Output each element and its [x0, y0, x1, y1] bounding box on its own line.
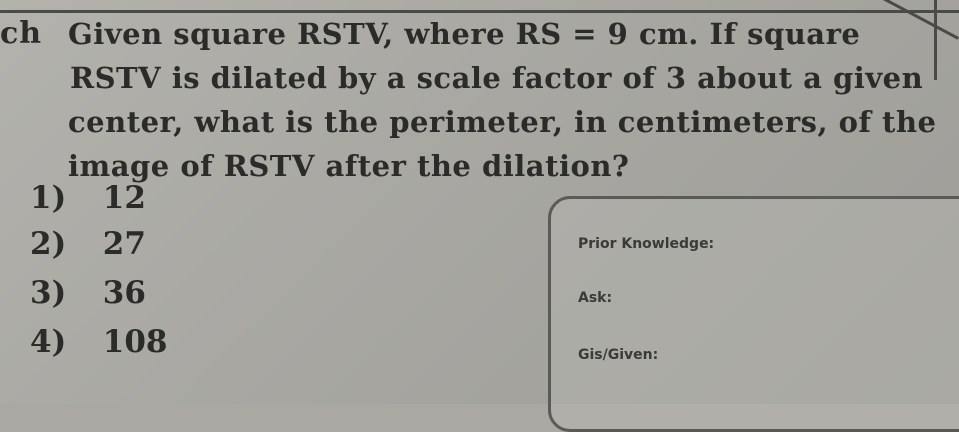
- choice-value: 108: [102, 324, 168, 360]
- notes-box: [548, 196, 959, 432]
- cropped-edge-text: ch: [0, 16, 43, 51]
- choice-3[interactable]: [30, 275, 146, 311]
- question-line: image of RSTV after the dilation?: [68, 149, 630, 183]
- question-line: center, what is the perimeter, in centimeters, of the: [68, 105, 937, 139]
- prior-knowledge-label: Prior Knowledge:: [578, 236, 715, 252]
- choice-number: 1): [30, 180, 67, 216]
- given-label: Gis/Given:: [578, 347, 659, 363]
- question-line: Given square RSTV, where RS = 9 cm. If square: [68, 17, 861, 51]
- choice-value: 36: [102, 275, 146, 311]
- question-text: [68, 12, 938, 188]
- ask-label: Ask:: [578, 290, 613, 306]
- choice-4[interactable]: [30, 324, 168, 360]
- choice-number: 4): [30, 324, 67, 360]
- choice-number: 2): [30, 226, 67, 262]
- choice-value: 27: [102, 226, 146, 262]
- choice-2[interactable]: [30, 226, 146, 262]
- choice-1[interactable]: [30, 180, 146, 216]
- question-line: RSTV is dilated by a scale factor of 3 about a given: [70, 61, 924, 95]
- choice-number: 3): [30, 275, 67, 311]
- choice-value: 12: [102, 180, 146, 216]
